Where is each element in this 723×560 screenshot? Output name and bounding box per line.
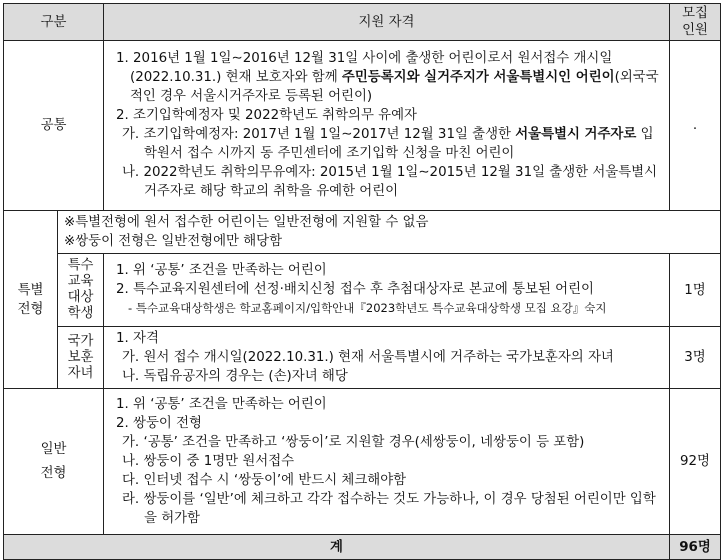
general-quota: 92명 [670, 389, 721, 535]
special-note-2: ※쌍둥이 전형은 일반전형에만 해당함 [64, 234, 283, 249]
general-item-2c: 다. 인터넷 접수 시 ‘쌍둥이’에 반드시 체크해야함 [122, 472, 407, 488]
veterans-item-1b: 나. 독립유공자의 경우는 (손)자녀 해당 [122, 368, 348, 384]
admission-qualification-table [3, 3, 721, 560]
veterans-children-content [104, 327, 670, 389]
special-education-item-1: 1. 위 ‘공통’ 조건을 만족하는 어린이 [116, 263, 327, 278]
total-row [4, 535, 721, 560]
common-item-2: 2. 조기입학예정자 및 2022학년도 취학의무 유예자 [116, 108, 417, 123]
header-quota-line1: 모집 [682, 6, 708, 21]
special-education-row [4, 254, 721, 327]
veterans-children-quota: 3명 [670, 327, 721, 389]
general-label: 일반 전형 [4, 389, 104, 535]
common-label: 공통 [4, 41, 104, 211]
special-note-1: ※특별전형에 원서 접수한 어린이는 일반전형에 지원할 수 없음 [64, 215, 429, 230]
header-category: 구분 [4, 4, 104, 41]
general-row [4, 389, 721, 535]
header-quota-line2: 인원 [682, 23, 708, 38]
common-item-1: 1. 2016년 1월 1일∼2016년 12월 31일 사이에 출생한 어린이로서 원서접수 개시일(2022.10.31.) 현재 보호자와 함께 주민등록지와 실거주지가 서울특별시인 어린이(외국국적인 경우 서울시거주자로 등록된 어린이) [116, 51, 659, 104]
total-label: 계 [4, 535, 670, 560]
veterans-children-label: 국가 보훈 자녀 [58, 327, 104, 389]
header-qualification: 지원 자격 [104, 4, 670, 41]
general-item-2a: 가. ‘공통’ 조건을 만족하고 ‘쌍둥이’로 지원할 경우(세쌍둥이, 네쌍둥이 등 포함) [122, 434, 585, 450]
general-item-2b: 나. 쌍둥이 중 1명만 원서접수 [122, 453, 295, 469]
special-education-note: - 특수교육대상학생은 학교홈페이지/입학안내『2023학년도 특수교육대상학생 모집 요강』숙지 [128, 301, 607, 315]
veterans-item-1a: 가. 원서 접수 개시일(2022.10.31.) 현재 서울특별시에 거주하는 국가보훈자의 자녀 [122, 349, 614, 365]
veterans-item-1: 1. 자격 [116, 330, 159, 346]
common-content [104, 41, 670, 211]
special-notes-row [4, 211, 721, 254]
general-item-1: 1. 위 ‘공통’ 조건을 만족하는 어린이 [116, 396, 327, 412]
special-education-label: 특수 교육 대상 학생 [58, 254, 104, 327]
special-education-content [104, 254, 670, 327]
special-education-quota: 1명 [670, 254, 721, 327]
common-row [4, 41, 721, 211]
special-notes [58, 211, 721, 254]
total-quota: 96명 [670, 535, 721, 560]
common-item-2a: 가. 조기입학예정자: 2017년 1월 1일∼2017년 12월 31일 출생한 서울특별시 거주자로 입학원서 접수 시까지 동 주민센터에 조기입학 신청을 마친 어린이 [122, 127, 654, 161]
header-quota [670, 4, 721, 41]
general-item-2d: 라. 쌍둥이를 ‘일반’에 체크하고 각각 접수하는 것도 가능하나, 이 경우 당첨된 어린이만 입학을 허가함 [122, 491, 656, 526]
veterans-children-row [4, 327, 721, 389]
general-content [104, 389, 670, 535]
common-quota: . [670, 41, 721, 211]
table-header-row [4, 4, 721, 41]
special-label: 특별 전형 [4, 211, 58, 389]
common-item-2b: 나. 2022학년도 취학의무유예자: 2015년 1월 1일∼2015년 12월 31일 출생한 서울특별시 거주자로 해당 학교의 취학을 유예한 어린이 [122, 165, 658, 199]
general-item-2: 2. 쌍둥이 전형 [116, 415, 202, 431]
special-education-item-2: 2. 특수교육지원센터에 선정·배치신청 접수 후 추첨대상자로 본교에 통보된 어린이 [116, 282, 594, 297]
